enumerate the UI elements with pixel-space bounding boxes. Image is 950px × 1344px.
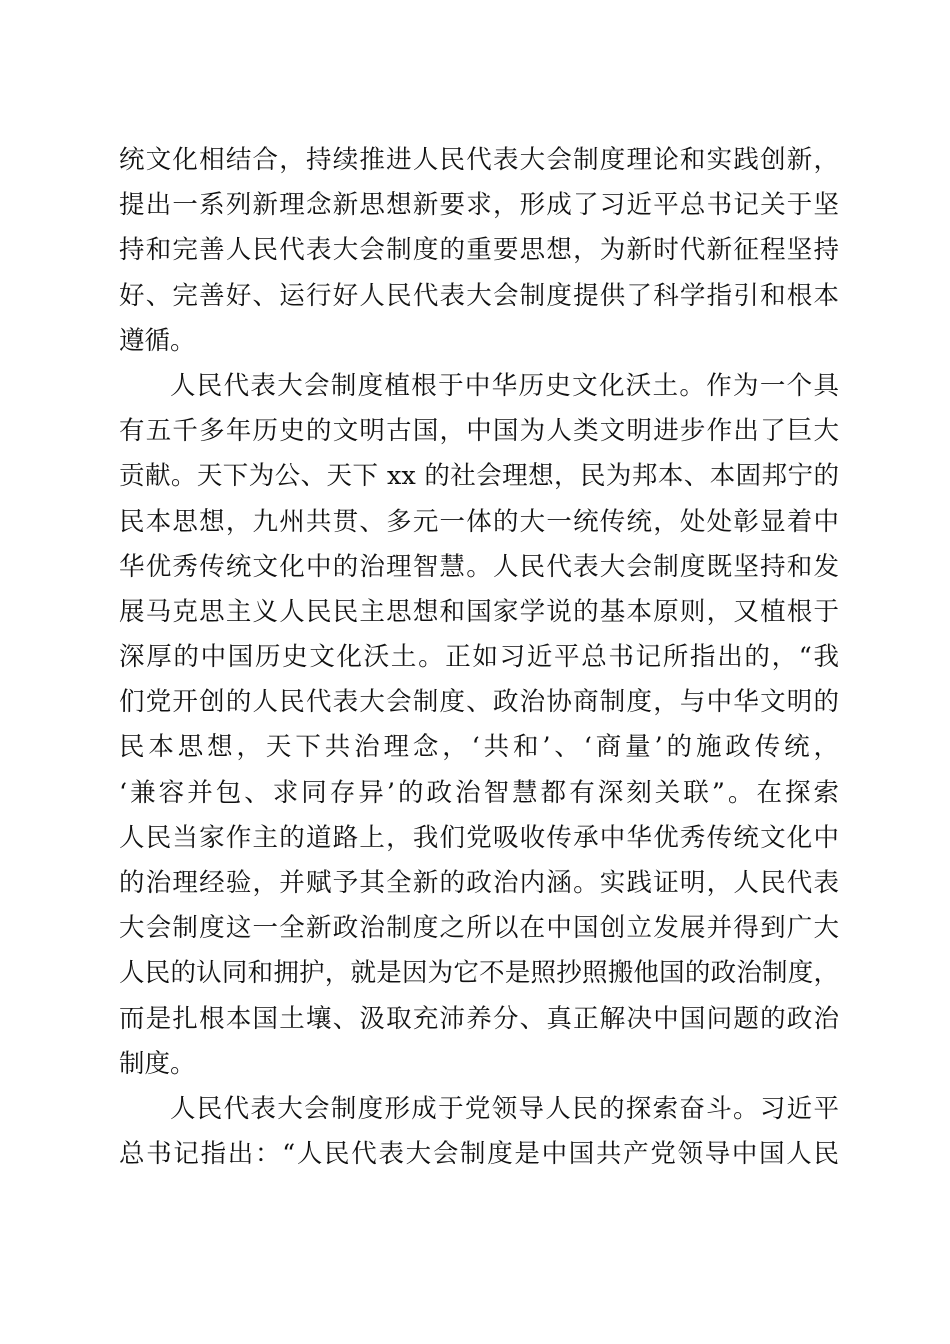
text-line: 的治理经验，并赋予其全新的政治内涵。实践证明，人民代表 — [119, 868, 839, 898]
text-line: 华优秀传统文化中的治理智慧。人民代表大会制度既坚持和发 — [119, 551, 839, 582]
text-line: 制度。 — [119, 1048, 196, 1079]
text-line: 统文化相结合，持续推进人民代表大会制度理论和实践创新， — [119, 145, 839, 175]
text-line: 人民当家作主的道路上，我们党吸收传承中华优秀传统文化中 — [119, 822, 839, 853]
text-line: 人民代表大会制度植根于中华历史文化沃土。作为一个具 — [170, 370, 839, 401]
text-line: 深厚的中国历史文化沃土。正如习近平总书记所指出的，“我 — [119, 642, 839, 673]
paragraph-1 — [119, 138, 839, 364]
text-line: 提出一系列新理念新思想新要求，形成了习近平总书记关于坚 — [119, 190, 839, 221]
text-line: 总书记指出：“人民代表大会制度是中国共产党领导中国人民 — [119, 1139, 839, 1170]
paragraph-2 — [119, 364, 839, 1087]
text-line: 民本思想，天下共治理念，‘共和’、‘商量’的施政传统， — [119, 732, 839, 763]
text-line: 而是扎根本国土壤、汲取充沛养分、真正解决中国问题的政治 — [119, 1003, 839, 1034]
text-line: ‘兼容并包、求同存异’的政治智慧都有深刻关联”。在探索 — [119, 777, 839, 808]
text-line: 持和完善人民代表大会制度的重要思想，为新时代新征程坚持 — [119, 235, 839, 266]
document-body — [119, 138, 839, 1177]
text-line: 民本思想，九州共贯、多元一体的大一统传统，处处彰显着中 — [119, 506, 839, 537]
text-line: 人民代表大会制度形成于党领导人民的探索奋斗。习近平 — [170, 1093, 839, 1124]
text-line: 好、完善好、运行好人民代表大会制度提供了科学指引和根本 — [119, 280, 839, 311]
paragraph-3 — [119, 1087, 839, 1177]
text-line: 有五千多年历史的文明古国，中国为人类文明进步作出了巨大 — [119, 416, 839, 447]
text-line: 遵循。 — [119, 325, 196, 356]
text-line: 们党开创的人民代表大会制度、政治协商制度，与中华文明的 — [119, 687, 839, 718]
text-line: 人民的认同和拥护，就是因为它不是照抄照搬他国的政治制度， — [119, 958, 839, 989]
text-line: 展马克思主义人民民主思想和国家学说的基本原则，又植根于 — [119, 596, 839, 627]
text-line: 大会制度这一全新政治制度之所以在中国创立发展并得到广大 — [119, 913, 839, 944]
text-line: 贡献。天下为公、天下 xx 的社会理想，民为邦本、本固邦宁的 — [119, 461, 839, 492]
